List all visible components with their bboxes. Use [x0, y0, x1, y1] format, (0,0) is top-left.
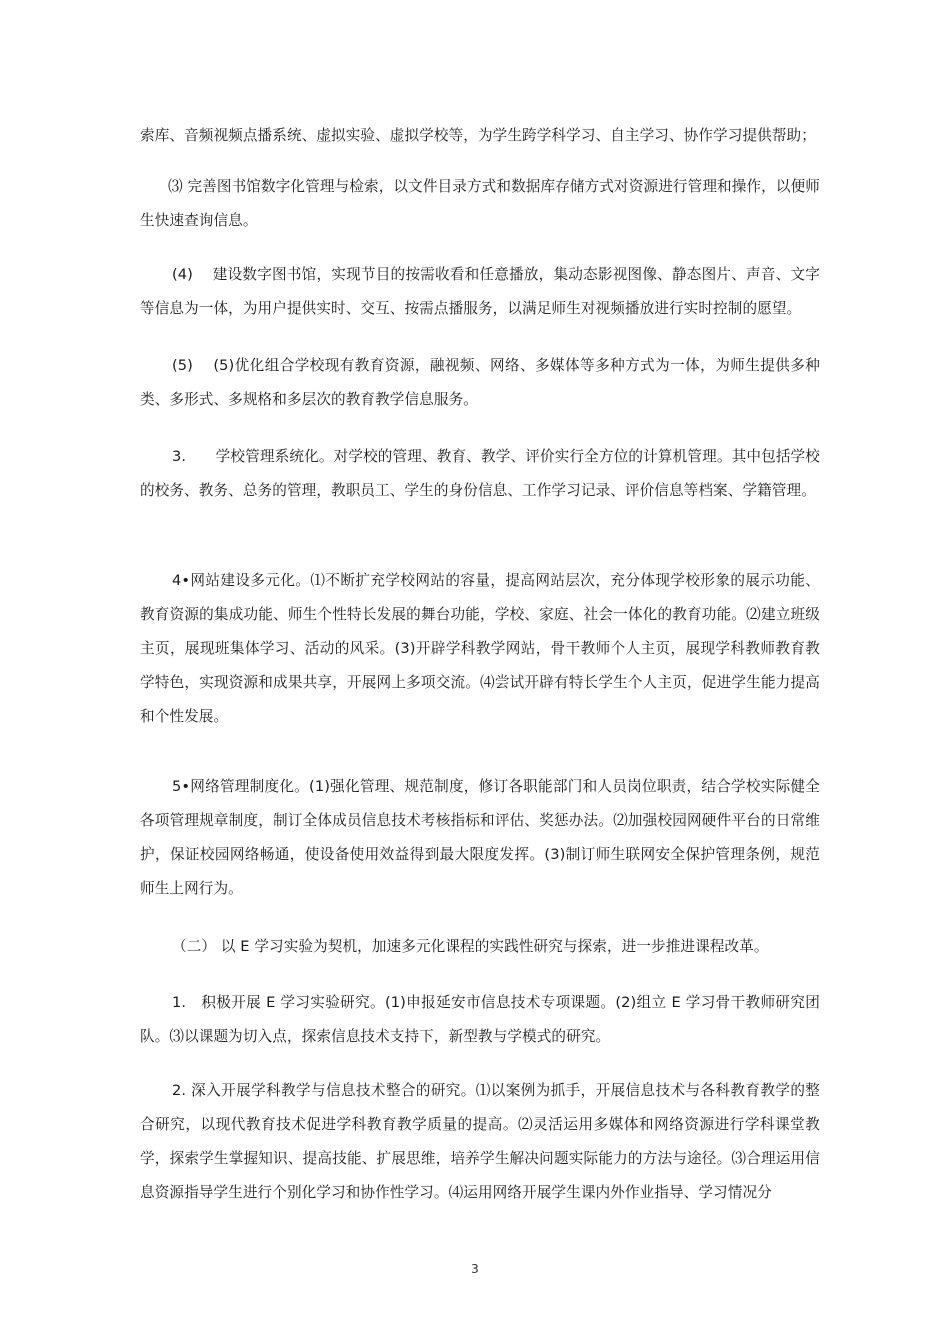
paragraph-library-management: ⑶ 完善图书馆数字化管理与检索，以文件目录方式和数据库存储方式对资源进行管理和操作，以便师生快速查询信息。 — [140, 178, 820, 229]
paragraph-digital-library: (4) 建设数字图书馆，实现节目的按需收看和任意播放，集动态影视图像、静态图片、声音、文字等信息为一体，为用户提供实时、交互、按需点播服务，以满足师生对视频播放进行实时控制的愿望。 — [140, 266, 820, 317]
paragraph-school-management: 3. 学校管理系统化。对学校的管理、教育、教学、评价实行全方位的计算机管理。其中包括学校的校务、教务、总务的管理，教职员工、学生的身份信息、工作学习记录、评价信息等档案、学籍管理。 — [140, 448, 820, 499]
section-heading-e-learning: （二） 以 E 学习实验为契机，加速多元化课程的实践性研究与探索，进一步推进课程改革。 — [172, 938, 769, 955]
paragraph-e-learning-research: 1. 积极开展 E 学习实验研究。(1)申报延安市信息技术专项课题。(2)组立 E 学习骨干教师研究团队。⑶以课题为切入点，探索信息技术支持下，新型教与学模式的研究。 — [140, 994, 820, 1045]
paragraph-resource-library: 索库、音频视频点播系统、虚拟实验、虚拟学校等，为学生跨学科学习、自主学习、协作学习提供帮助； — [140, 127, 816, 144]
page-number: 3 — [471, 1262, 479, 1276]
paragraph-subject-integration: 2. 深入开展学科教学与信息技术整合的研究。⑴以案例为抓手，开展信息技术与各科教育教学的整合研究，以现代教育技术促进学科教育教学质量的提高。⑵灵活运用多媒体和网络资源进行学科课堂教学，探索学生掌握知识、提高技能、扩展思维，培养学生解决问题实际能力的方法与途径。⑶合理运用信息资源指导学生进行个别化学习和协作性学习。⑷运用网络开展学生课内外作业指导、学习情况分 — [140, 1082, 820, 1201]
paragraph-resource-optimization: (5) (5)优化组合学校现有教育资源，融视频、网络、多媒体等多种方式为一体，为师生提供多种类、多形式、多规格和多层次的教育教学信息服务。 — [140, 357, 820, 408]
paragraph-network-management: 5•网络管理制度化。(1)强化管理、规范制度，修订各职能部门和人员岗位职责，结合学校实际健全各项管理规章制度，制订全体成员信息技术考核指标和评估、奖惩办法。⑵加强校园网硬件平台的日常维护，保证校园网络畅通，使设备使用效益得到最大限度发挥。(3)制订师生联网安全保护管理条例，规范师生上网行为。 — [140, 778, 820, 897]
paragraph-website-construction: 4•网站建设多元化。⑴不断扩充学校网站的容量，提高网站层次，充分体现学校形象的展示功能、教育资源的集成功能、师生个性特长发展的舞台功能，学校、家庭、社会一体化的教育功能。⑵建立班级主页，展现班集体学习、活动的风采。(3)开辟学科教学网站，骨干教师个人主页，展现学科教师教育教学特色，实现资源和成果共享，开展网上多项交流。⑷尝试开辟有特长学生个人主页，促进学生能力提高和个性发展。 — [140, 572, 820, 725]
